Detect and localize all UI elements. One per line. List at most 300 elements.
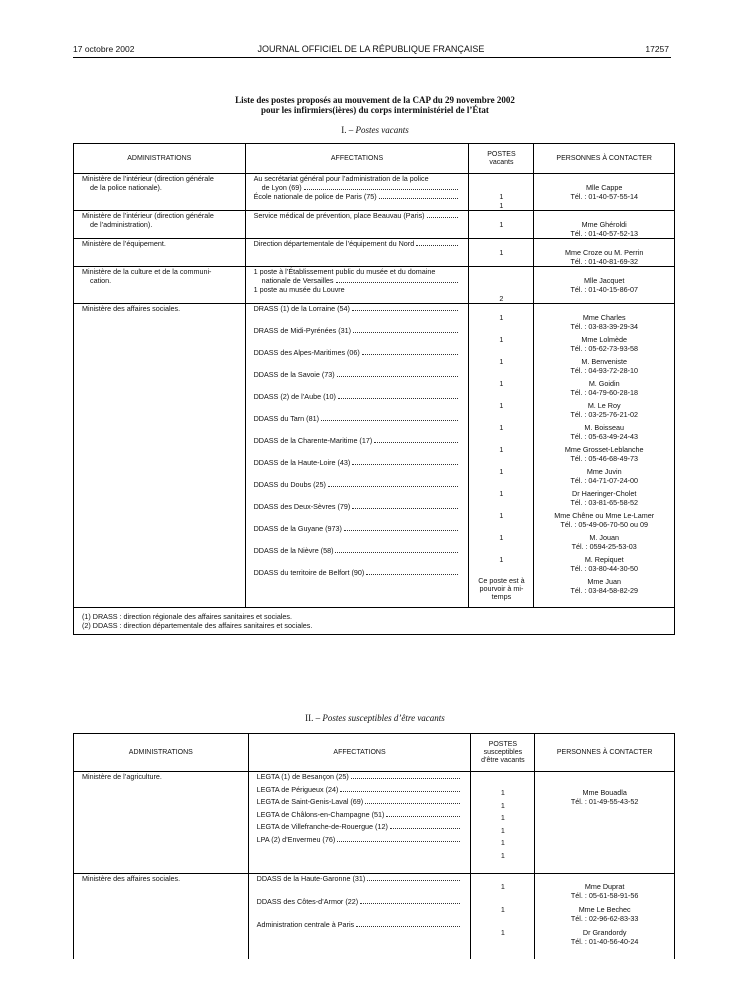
postes-value: 1 (499, 445, 504, 454)
affectation-entry (254, 370, 461, 392)
affectation-line (254, 183, 461, 192)
affectation-line (254, 326, 461, 335)
col-2-postes (471, 734, 535, 772)
administration-cell (74, 211, 246, 239)
contact-line: Mme Juvin (586, 467, 622, 476)
col-affectations: AFFECTATIONS (245, 144, 469, 174)
administration-line: Ministère de l’intérieur (direction générale (82, 174, 214, 183)
col-postes (469, 144, 534, 174)
affectation-text: École nationale de police de Paris (75) (253, 192, 377, 201)
contact-cell (534, 239, 675, 267)
dot-leader (416, 245, 458, 246)
dot-leader (390, 828, 461, 829)
table-header-row (74, 144, 675, 174)
table-row (74, 174, 675, 211)
title-line-1: Liste des postes proposés au mouvement de la CAP du 29 novembre 2002 (235, 95, 515, 105)
affectation-entry (257, 835, 463, 848)
affectation-text: LEGTA de Châlons-en-Champagne (51) (256, 809, 385, 819)
contact-line: Mme Bouadla (582, 788, 627, 797)
dot-leader (356, 926, 460, 927)
contact-line: M. Le Roy (587, 401, 621, 410)
contact-line: Tél. : 05-62-73-93-58 (570, 344, 638, 353)
affectation-entry (254, 239, 461, 257)
contact-line: Mlle Jacquet (584, 276, 625, 285)
dot-leader (386, 816, 460, 817)
affectation-text: Au secrétariat général pour l’administration de la police (253, 174, 429, 183)
affectation-entry (257, 920, 463, 943)
table-row (74, 239, 675, 267)
affectation-line (254, 502, 461, 511)
affectation-text: DDASS des Deux-Sèvres (79) (253, 502, 351, 511)
postes-entry (471, 788, 534, 801)
postes-entry (469, 555, 533, 577)
contact-entry (534, 379, 674, 401)
postes-entry (469, 423, 533, 445)
affectation-text: nationale de Versailles (261, 276, 334, 285)
affectation-cell (245, 267, 469, 304)
contact-line: Tél. : 04-71-07-24-00 (570, 476, 638, 485)
contact-line: Tél. : 03-81-65-58-52 (570, 498, 638, 507)
postes-entry (469, 511, 533, 533)
col-postes-line-2: vacants (489, 158, 514, 166)
affectation-text: Administration centrale à Paris (256, 920, 355, 929)
dot-leader (344, 530, 459, 531)
affectation-line (257, 920, 463, 929)
administration-line: Ministère de l’agriculture. (82, 772, 162, 781)
postes-value: 1 (500, 850, 505, 860)
contact-line: M. Benveniste (581, 357, 627, 366)
postes-value: 1 (500, 882, 505, 891)
postes-cell (469, 174, 534, 211)
contact-entry (534, 357, 674, 379)
postes-value: 1 (499, 511, 504, 520)
contact-entry (534, 313, 674, 335)
postes-entry (469, 379, 533, 401)
administration-line: Ministère de l’intérieur (direction générale (82, 211, 214, 220)
contact-entry (534, 511, 674, 533)
postes-entry (471, 905, 534, 928)
postes-entry (469, 467, 533, 489)
postes-entry (469, 357, 533, 379)
contact-line: Mme Ghéroldi (581, 220, 627, 229)
dot-leader (321, 420, 458, 421)
postes-entry (471, 838, 534, 851)
affectation-entry (254, 392, 461, 414)
contact-entry (534, 555, 674, 577)
table-row (74, 304, 675, 608)
postes-entry (469, 335, 533, 357)
postes-value: 2 (499, 294, 504, 303)
contact-line: Mlle Cappe (586, 183, 623, 192)
col-2-postes-line-2: susceptibles (483, 748, 523, 756)
contact-line: Mme Lolmède (581, 335, 627, 344)
postes-value: 1 (500, 813, 505, 822)
dot-leader (427, 217, 459, 218)
postes-value: 1 (500, 838, 505, 847)
affectation-text: de Lyon (69) (261, 183, 302, 192)
postes-cell (469, 239, 534, 267)
postes-value: 1 (499, 379, 504, 388)
contact-line: Tél. : 03-80-44-30-50 (570, 564, 638, 573)
affectation-entry (257, 810, 463, 823)
affectation-text: LEGTA de Périgueux (24) (256, 784, 339, 794)
affectation-line (254, 192, 461, 201)
affectation-line (257, 835, 463, 844)
postes-value: 1 (499, 220, 504, 229)
section-2-heading (150, 713, 600, 723)
contact-line: M. Jouan (589, 533, 619, 542)
postes-cell (471, 874, 535, 960)
col-2-contacts: PERSONNES À CONTACTER (556, 748, 653, 756)
contact-entry (534, 577, 674, 607)
contact-line: Tél. : 03-83-39-29-34 (570, 322, 638, 331)
contact-entry (534, 423, 674, 445)
affectation-text: Direction départementale de l’équipement du Nord (253, 239, 415, 248)
postes-cell (471, 772, 535, 874)
postes-cell (469, 267, 534, 304)
affectation-text: DRASS de Midi-Pyrénées (31) (253, 326, 352, 335)
possibly-vacant-posts-table (73, 733, 675, 959)
affectation-text: LPA (2) d’Envermeu (76) (256, 834, 336, 844)
dot-leader (379, 198, 459, 199)
administration-cell (74, 174, 246, 211)
footnote: (2) DDASS : direction départementale des affaires sanitaires et sociales. (82, 621, 313, 630)
affectation-line (257, 874, 463, 883)
contact-entry (535, 882, 674, 905)
affectation-text: DDASS du territoire de Belfort (90) (253, 568, 365, 577)
affectation-text: DDASS des Alpes-Maritimes (06) (253, 348, 360, 357)
affectation-text: Service médical de prévention, place Beauvau (Paris) (253, 211, 425, 220)
affectation-text: DDASS de la Savoie (73) (253, 370, 335, 379)
affectation-entry (254, 502, 461, 524)
contact-line: Mme Le Bechec (578, 905, 631, 914)
administration-line: Ministère de la culture et de la communi- (82, 267, 212, 276)
affectation-entry (254, 211, 461, 229)
dot-leader (351, 778, 461, 779)
affectation-line (254, 267, 461, 276)
postes-entry (471, 928, 534, 951)
affectation-cell (248, 874, 471, 960)
contact-line: M. Repiquet (584, 555, 624, 564)
affectation-entry (254, 436, 461, 458)
affectation-line (254, 304, 461, 313)
affectation-line (254, 480, 461, 489)
contact-cell (534, 304, 675, 608)
col-postes-line-1: POSTES (487, 150, 516, 158)
affectation-cell (245, 174, 469, 211)
contact-line: Tél. : 03-84-58-82-29 (570, 586, 638, 595)
dot-leader (336, 282, 459, 283)
section-2-name: Postes susceptibles d’être vacants (322, 713, 445, 723)
administration-line: de la police nationale). (90, 183, 162, 192)
administration-cell (74, 772, 249, 874)
dot-leader (360, 903, 460, 904)
contact-cell (534, 267, 675, 304)
contact-line: Tél. : 05-61-58-91-56 (570, 891, 639, 900)
postes-entry (469, 533, 533, 555)
contact-entry (534, 248, 674, 266)
table-row (74, 772, 675, 874)
affectation-text: DRASS (1) de la Lorraine (54) (253, 304, 350, 313)
affectation-line (254, 414, 461, 423)
affectation-line (254, 174, 461, 183)
dot-leader (338, 398, 459, 399)
affectation-line (257, 785, 463, 794)
administration-line: Ministère des affaires sociales. (82, 304, 181, 313)
contact-line: Tél. : 02-96-62-83-33 (570, 914, 639, 923)
affectation-line (257, 797, 463, 806)
affectation-text: LEGTA de Villefranche-de-Rouergue (12) (256, 822, 388, 831)
affectation-text: DDASS (2) de l’Aube (10) (253, 392, 336, 401)
contact-entry (534, 401, 674, 423)
administration-cell (74, 304, 246, 608)
dot-leader (304, 189, 459, 190)
contact-line: Tél. : 04-93-72-28-10 (570, 366, 638, 375)
affectation-line (254, 546, 461, 555)
affectation-text: LEGTA (1) de Besançon (25) (256, 772, 349, 781)
postes-value: 1 (499, 192, 504, 201)
affectation-entry (257, 772, 463, 785)
table-row (74, 267, 675, 304)
contact-entry (534, 533, 674, 555)
affectation-entry (254, 480, 461, 502)
dot-leader (340, 791, 460, 792)
contact-line: Tél. : 05-63-49-24-43 (570, 432, 638, 441)
postes-value: 1 (499, 555, 504, 564)
affectation-text: DDASS de la Haute-Loire (43) (253, 458, 351, 467)
affectation-entry (254, 348, 461, 370)
postes-entry (471, 801, 534, 814)
footnote: (1) DRASS : direction régionale des affaires sanitaires et sociales. (82, 612, 293, 621)
affectation-cell (245, 304, 469, 608)
contact-line: Mme Croze ou M. Perrin (565, 248, 644, 257)
header-rule (73, 57, 671, 58)
contact-line: Mme Charles (582, 313, 626, 322)
contact-entry (534, 445, 674, 467)
postes-value: 1 (499, 357, 504, 366)
dot-leader (352, 464, 458, 465)
affectation-text: DDASS du Doubs (25) (253, 480, 326, 489)
affectation-line (254, 458, 461, 467)
administration-line: Ministère de l’équipement. (82, 239, 166, 248)
affectation-entry (254, 568, 461, 598)
affectation-text: LEGTA de Saint-Genis-Laval (69) (256, 797, 364, 806)
dot-leader (365, 803, 460, 804)
affectation-line (254, 239, 461, 248)
col-contacts: PERSONNES À CONTACTER (556, 154, 652, 162)
postes-value: 1 (499, 533, 504, 542)
affectation-entry (257, 874, 463, 897)
col-2-affectations: AFFECTATIONS (248, 734, 471, 772)
contact-cell (534, 174, 675, 211)
affectation-line (257, 772, 463, 781)
postes-entry (469, 445, 533, 467)
postes-entry (471, 813, 534, 826)
postes-entry (469, 401, 533, 423)
contact-line: Mme Duprat (584, 882, 625, 891)
affectation-line (257, 822, 463, 831)
dot-leader (374, 442, 458, 443)
postes-entry (469, 313, 533, 335)
postes-entry (471, 826, 534, 839)
affectation-text: DDASS de la Haute-Garonne (31) (256, 874, 366, 883)
col-2-postes-line-1: POSTES (488, 740, 518, 748)
affectation-entry (254, 546, 461, 568)
postes-value: 1 (499, 467, 504, 476)
administration-cell (74, 239, 246, 267)
dot-leader (353, 332, 458, 333)
title-line-2: pour les infirmiers(ières) du corps interministériel de l’État (261, 105, 489, 115)
contact-cell (535, 874, 675, 960)
administration-line: cation. (90, 276, 112, 285)
dot-leader (367, 880, 460, 881)
contact-line: M. Goidin (588, 379, 620, 388)
section-1-name: Postes vacants (355, 125, 409, 135)
affectation-line (254, 211, 461, 220)
affectation-cell (248, 772, 471, 874)
dot-leader (335, 552, 458, 553)
administration-line: de l’administration). (90, 220, 153, 229)
postes-value: 1 (499, 401, 504, 410)
header-date: 17 octobre 2002 (73, 44, 135, 54)
postes-entry (469, 220, 533, 238)
postes-value: 1 (500, 928, 505, 937)
affectation-text: DDASS de la Nièvre (58) (253, 546, 334, 555)
contact-line: Tél. : 05-49-06-70-50 ou 09 (560, 520, 648, 529)
contact-line: Tél. : 01-40-57-55-14 (570, 192, 638, 201)
contact-entry (534, 220, 674, 238)
postes-value: 1 (499, 335, 504, 344)
contact-cell (534, 211, 675, 239)
postes-entry (469, 489, 533, 511)
affectation-cell (245, 211, 469, 239)
affectation-entry (254, 326, 461, 348)
footnotes-row (74, 608, 675, 635)
document-title (150, 95, 600, 115)
affectation-entry (257, 822, 463, 835)
postes-entry (469, 248, 533, 266)
postes-value: Ce poste est à pourvoir à mi-temps (478, 576, 525, 601)
affectation-cell (245, 239, 469, 267)
contact-line: Dr Grandordy (582, 928, 627, 937)
contact-line: Mme Chêne ou Mme Le-Lamer (554, 511, 655, 520)
affectation-line (254, 348, 461, 357)
affectation-line (254, 568, 461, 577)
affectation-entry (257, 897, 463, 920)
col-2-administrations: ADMINISTRATIONS (74, 734, 249, 772)
postes-entry (471, 851, 534, 864)
postes-value: 1 (500, 905, 505, 914)
affectation-line (254, 524, 461, 533)
affectation-entry (254, 458, 461, 480)
contact-line: Mme Grosset-Leblanche (564, 445, 644, 454)
dot-leader (337, 841, 460, 842)
vacant-posts-table (73, 143, 675, 635)
header-journal: JOURNAL OFFICIEL DE LA RÉPUBLIQUE FRANÇAISE (257, 44, 485, 54)
postes-value: 1 (500, 800, 505, 810)
affectation-entry (254, 304, 461, 326)
affectation-entry (254, 524, 461, 546)
affectation-line (254, 285, 461, 294)
affectation-line (254, 392, 461, 401)
contact-line: Dr Haeringer-Cholet (572, 489, 637, 498)
administration-cell (74, 874, 249, 960)
table-row (74, 874, 675, 960)
header-page-number: 17257 (645, 44, 669, 54)
col-2-postes-line-3: d’être vacants (481, 756, 525, 764)
contact-entry (535, 905, 674, 928)
contact-line: Tél. : 01-40-57-52-13 (570, 229, 638, 238)
section-2-number: II. – (305, 713, 321, 723)
affectation-line (254, 276, 461, 285)
postes-value: 1 (499, 201, 504, 210)
postes-cell (469, 211, 534, 239)
contact-line: Tél. : 01-40-15-86-07 (570, 285, 638, 294)
dot-leader (352, 508, 458, 509)
affectation-text: DDASS de la Guyane (973) (253, 524, 342, 533)
affectation-entry (257, 797, 463, 810)
contact-entry (534, 335, 674, 357)
affectation-text: 1 poste à l’Établissement public du musée et du domaine (253, 267, 436, 276)
section-1-heading (150, 125, 600, 135)
table-row (74, 211, 675, 239)
affectation-text: DDASS de la Charente-Maritime (17) (253, 436, 373, 445)
postes-value: 1 (499, 423, 504, 432)
table-2-header-row (74, 734, 675, 772)
affectation-entry (257, 785, 463, 798)
postes-value: 1 (500, 825, 505, 835)
contact-line: Tél. : 0594-25-53-03 (571, 542, 637, 551)
dot-leader (337, 376, 459, 377)
contact-line: Tél. : 04-79-60-28-18 (570, 388, 638, 397)
contact-entry (534, 467, 674, 489)
administration-line: Ministère des affaires sociales. (82, 874, 181, 883)
dot-leader (328, 486, 459, 487)
contact-line: Tél. : 03-25-76-21-02 (570, 410, 638, 419)
postes-value: 1 (500, 788, 505, 797)
contact-entry (535, 928, 674, 951)
contact-line: Tél. : 01-40-81-69-32 (570, 257, 638, 266)
affectation-text: DDASS du Tarn (81) (253, 414, 319, 423)
affectation-text: 1 poste au musée du Louvre (253, 285, 345, 294)
postes-value: 1 (499, 313, 504, 322)
postes-value: 1 (499, 489, 504, 498)
affectation-line (257, 810, 463, 819)
contact-line: Tél. : 01-40-56-40-24 (570, 937, 639, 946)
contact-cell (535, 772, 675, 874)
administration-cell (74, 267, 246, 304)
contact-line: Mme Juan (587, 577, 621, 586)
page-header (73, 44, 669, 58)
footnotes-cell (74, 608, 675, 635)
contact-line: Tél. : 01-49-55-43-52 (570, 797, 639, 806)
affectation-line (257, 897, 463, 906)
contact-line: M. Boisseau (584, 423, 624, 432)
affectation-text: DDASS des Côtes-d’Armor (22) (256, 897, 359, 906)
dot-leader (352, 310, 459, 311)
postes-entry (469, 577, 533, 607)
contact-entry (534, 489, 674, 511)
postes-entry (471, 882, 534, 905)
affectation-line (254, 370, 461, 379)
affectation-line (254, 436, 461, 445)
contact-line: Tél. : 05-46-68-49-73 (570, 454, 638, 463)
section-1-number: I. – (341, 125, 354, 135)
postes-value: 1 (499, 248, 504, 257)
col-administrations: ADMINISTRATIONS (74, 144, 246, 174)
postes-cell (469, 304, 534, 608)
affectation-entry (254, 414, 461, 436)
